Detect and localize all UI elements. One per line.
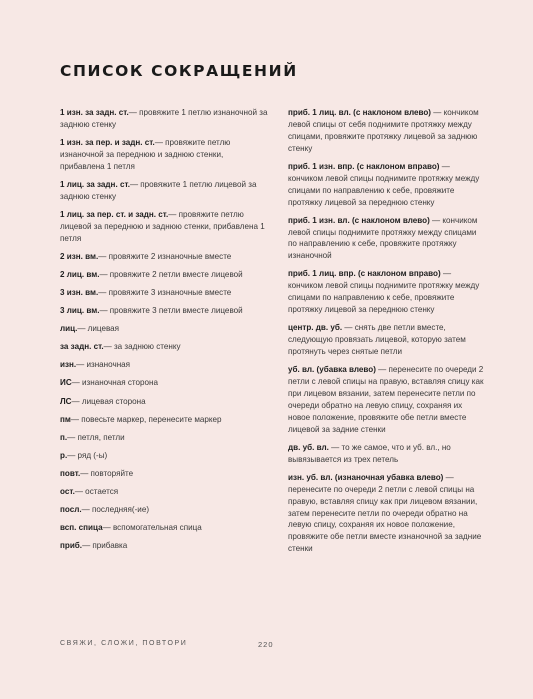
abbreviation-definition: — лицевая — [77, 324, 120, 334]
abbreviation-entry — [288, 215, 484, 263]
abbreviation-entry — [60, 540, 268, 552]
abbreviation-definition: — за заднюю стенку — [103, 342, 181, 352]
abbreviation-entry — [60, 107, 268, 131]
abbreviation-entry — [60, 305, 268, 317]
abbreviation-entry — [288, 161, 484, 209]
abbreviation-entry — [288, 442, 484, 466]
abbreviation-entry — [60, 179, 268, 203]
abbreviation-term: п. — [60, 432, 68, 442]
abbreviation-definition: — лицевая сторона — [71, 396, 146, 406]
abbreviations-right-column — [288, 107, 484, 561]
abbreviation-term: 1 лиц. за пер. ст. и задн. ст. — [60, 209, 169, 219]
abbreviation-definition: — перенесите по очереди 2 петли с левой спицы на правую, вставляя спицу как при лицевом вязании, затем перенесите петли по очереди обратно на левую спицу, сохраняя их новое положение, провяжите обе петли вместе лицевой за задние стенки — [288, 365, 484, 434]
abbreviation-term: 1 изн. за задн. ст. — [60, 108, 129, 117]
abbreviation-entry — [288, 364, 484, 435]
abbreviation-definition: — провяжите 1 петлю изнаночной за заднюю стенку — [60, 108, 268, 129]
abbreviation-entry — [288, 322, 484, 358]
abbreviation-term: приб. 1 лиц. впр. (с наклоном вправо) — [288, 269, 441, 279]
abbreviation-entry — [60, 137, 268, 173]
abbreviation-entry — [60, 341, 268, 353]
abbreviation-definition: — кончиком левой спицы поднимите протяжку между спицами по направлению к себе, провяжите протяжку изнаночной — [288, 215, 478, 261]
abbreviation-definition: — кончиком левой спицы поднимите протяжку между спицами по направлению к себе, провяжите протяжку лицевой за переднюю стенку — [288, 269, 480, 315]
abbreviation-term: 1 лиц. за задн. ст. — [60, 179, 130, 189]
abbreviation-term: изн. — [60, 360, 77, 370]
abbreviation-term: приб. 1 изн. вл. (с наклоном влево) — [288, 215, 430, 225]
abbreviation-entry — [288, 472, 484, 555]
abbreviation-definition: — изнаночная — [76, 360, 131, 370]
abbreviation-entry — [60, 359, 268, 371]
abbreviation-definition: — провяжите 3 изнаночные вместе — [98, 288, 232, 297]
abbreviation-definition: — кончиком левой спицы поднимите протяжку между спицами по направлению к себе, провяжите протяжку лицевой за переднюю стенку — [288, 161, 480, 207]
abbreviation-term: всп. спица — [60, 523, 103, 533]
abbreviation-definition: — последняя(-ие) — [81, 505, 150, 515]
abbreviation-entry — [60, 269, 268, 281]
abbreviation-definition: — остается — [74, 487, 119, 497]
abbreviation-term: ЛС — [60, 396, 72, 406]
abbreviation-entry — [60, 396, 268, 408]
page-number: 220 — [258, 640, 274, 649]
abbreviation-term: р. — [60, 450, 68, 460]
abbreviation-entry — [60, 209, 268, 245]
abbreviation-definition: — ряд (-ы) — [67, 450, 108, 460]
abbreviation-entry — [60, 522, 268, 534]
abbreviation-definition: — повесьте маркер, перенесите маркер — [70, 414, 222, 424]
abbreviation-entry — [60, 486, 268, 498]
abbreviation-definition: — вспомогательная спица — [102, 523, 202, 533]
abbreviation-term: приб. — [60, 541, 83, 551]
abbreviation-definition: — провяжите петлю изнаночной за переднюю и заднюю стенки, прибавлена 1 петля — [60, 138, 231, 171]
abbreviation-term: посл. — [60, 505, 82, 515]
abbreviation-definition: — провяжите 1 петлю лицевой за заднюю стенку — [60, 179, 257, 201]
abbreviation-term: 3 лиц. вм. — [60, 306, 100, 316]
abbreviation-term: дв. уб. вл. — [288, 442, 329, 452]
abbreviation-term: 2 лиц. вм. — [60, 269, 100, 279]
abbreviation-term: ИС — [60, 378, 72, 388]
abbreviation-definition: — повторяйте — [80, 468, 134, 478]
abbreviation-term: лиц. — [60, 324, 78, 334]
abbreviation-term: за задн. ст. — [60, 342, 104, 352]
abbreviation-entry — [60, 432, 268, 444]
abbreviation-entry — [60, 468, 268, 480]
page-title: СПИСОК СОКРАЩЕНИЙ — [60, 62, 298, 80]
abbreviation-definition: — провяжите 3 петли вместе лицевой — [99, 306, 243, 316]
abbreviation-definition: — снять две петли вместе, следующую провязать лицевой, которую затем протянуть через снятые петли — [288, 323, 466, 357]
abbreviation-term: изн. уб. вл. (изнаночная убавка влево) — [288, 472, 444, 482]
abbreviation-entry — [60, 450, 268, 462]
abbreviation-definition: — прибавка — [82, 541, 128, 551]
abbreviation-term: приб. 1 изн. впр. (с наклоном вправо) — [288, 161, 440, 171]
abbreviation-definition: — провяжите 2 петли вместе лицевой — [99, 269, 243, 279]
abbreviation-entry — [60, 251, 268, 263]
abbreviation-term: 3 изн. вм. — [60, 288, 99, 297]
footer-book-title: СВЯЖИ, СЛОЖИ, ПОВТОРИ — [60, 640, 188, 647]
abbreviation-entry — [288, 107, 484, 155]
abbreviation-definition: — изнаночная сторона — [71, 378, 158, 388]
abbreviations-left-column — [60, 107, 268, 558]
abbreviation-entry — [60, 323, 268, 335]
abbreviation-entry — [60, 287, 268, 299]
abbreviation-definition: — перенесите по очереди 2 петли с левой спицы на правую, вставляя спицу как при лицевом вязании, затем перенесите петли по очереди обратно на левую спицу, сохраняя их новое положение, провяжите обе петли вместе изнаночной за задние стенки — [288, 472, 482, 554]
abbreviation-entry — [60, 504, 268, 516]
abbreviation-term: центр. дв. уб. — [288, 323, 343, 333]
abbreviation-entry — [60, 377, 268, 389]
abbreviation-term: пм — [60, 414, 71, 424]
abbreviation-term: 2 изн. вм. — [60, 251, 99, 261]
abbreviation-definition: — провяжите петлю лицевой за переднюю и заднюю стенки, прибавлена 1 петля — [60, 209, 265, 243]
abbreviation-definition: — петля, петли — [67, 432, 125, 442]
abbreviation-entry — [288, 268, 484, 316]
abbreviation-term: 1 изн. за пер. и задн. ст. — [60, 138, 155, 147]
abbreviation-entry — [60, 414, 268, 426]
abbreviation-definition: — кончиком левой спицы от себя поднимите протяжку между спицами, провяжите протяжку лицевой за заднюю стенку — [288, 108, 479, 153]
abbreviation-term: повт. — [60, 468, 81, 478]
abbreviation-term: уб. вл. (убавка влево) — [288, 365, 376, 375]
abbreviation-definition: — провяжите 2 изнаночные вместе — [98, 251, 232, 261]
abbreviation-definition: — то же самое, что и уб. вл., но вывязывается из трех петель — [288, 442, 451, 464]
abbreviation-term: приб. 1 лиц. вл. (с наклоном влево) — [288, 108, 431, 117]
abbreviation-term: ост. — [60, 487, 75, 497]
